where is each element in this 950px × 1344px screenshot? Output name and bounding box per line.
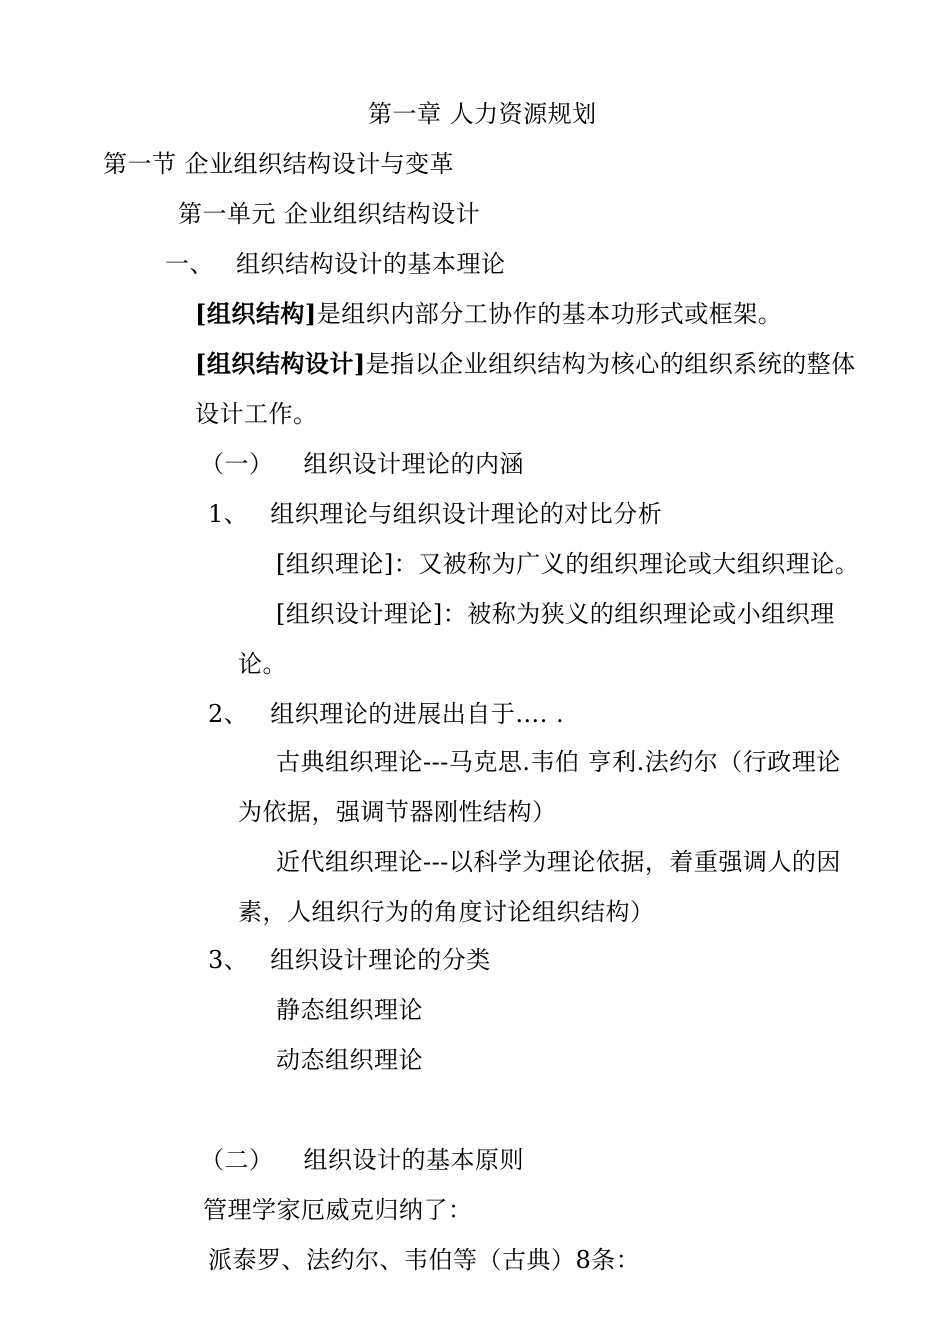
item2-p1: 古典组织理论---马克思.韦伯 亨利.法约尔（行政理论 — [276, 748, 841, 776]
item1-p1: [组织理论]：又被称为广义的组织理论或大组织理论。 — [276, 550, 860, 578]
part1-title: 组织结构设计的基本理论 — [236, 250, 506, 278]
summary-paragraph: 管理学家厄威克归纳了： — [203, 1196, 473, 1224]
def-org-structure — [195, 298, 782, 330]
part1-number: 一、 — [165, 250, 214, 278]
item3-p2: 动态组织理论 — [276, 1046, 423, 1074]
sub2-number: （二） — [200, 1146, 274, 1174]
def-org-design — [195, 348, 856, 380]
section-title: 第一节 企业组织结构设计与变革 — [103, 150, 455, 178]
def-org-design-text: 是指以企业组织结构为核心的组织系统的整体 — [365, 350, 856, 378]
item2-p2: 近代组织理论---以科学为理论依据，着重强调人的因 — [276, 848, 841, 876]
item2-heading — [208, 698, 564, 730]
unit-title: 第一单元 企业组织结构设计 — [178, 200, 481, 228]
sub1-number: （一） — [200, 450, 274, 478]
item1-p2-cont: 论。 — [238, 650, 287, 678]
item3-heading — [208, 944, 491, 976]
def-org-structure-text: 是组织内部分工协作的基本功形式或框架。 — [316, 300, 783, 328]
item2-number: 2、 — [208, 700, 249, 728]
def-org-structure-term: [组织结构] — [195, 299, 317, 328]
item3-title: 组织设计理论的分类 — [270, 946, 491, 974]
def-org-design-term: [组织结构设计] — [195, 349, 366, 378]
sub2-heading — [200, 1144, 524, 1176]
sub1-title: 组织设计理论的内涵 — [303, 450, 524, 478]
sub2-title: 组织设计的基本原则 — [303, 1146, 524, 1174]
chapter-title: 第一章 人力资源规划 — [368, 100, 597, 128]
def-org-design-cont: 设计工作。 — [195, 400, 318, 428]
part1-heading — [165, 248, 506, 280]
item1-p2: [组织设计理论]：被称为狭义的组织理论或小组织理 — [276, 600, 835, 628]
item1-heading — [208, 498, 662, 530]
item2-p2-cont: 素，人组织行为的角度讨论组织结构） — [238, 898, 655, 926]
item3-number: 3、 — [208, 946, 249, 974]
item1-title: 组织理论与组织设计理论的对比分析 — [270, 500, 663, 528]
sub1-heading — [200, 448, 524, 480]
item2-p1-cont: 为依据，强调节器刚性结构） — [238, 798, 557, 826]
item3-p1: 静态组织理论 — [276, 996, 423, 1024]
item1-number: 1、 — [208, 500, 249, 528]
item2-title: 组织理论的进展出自于…. . — [270, 700, 565, 728]
classic-paragraph: 派泰罗、法约尔、韦伯等（古典）8条： — [208, 1246, 641, 1274]
